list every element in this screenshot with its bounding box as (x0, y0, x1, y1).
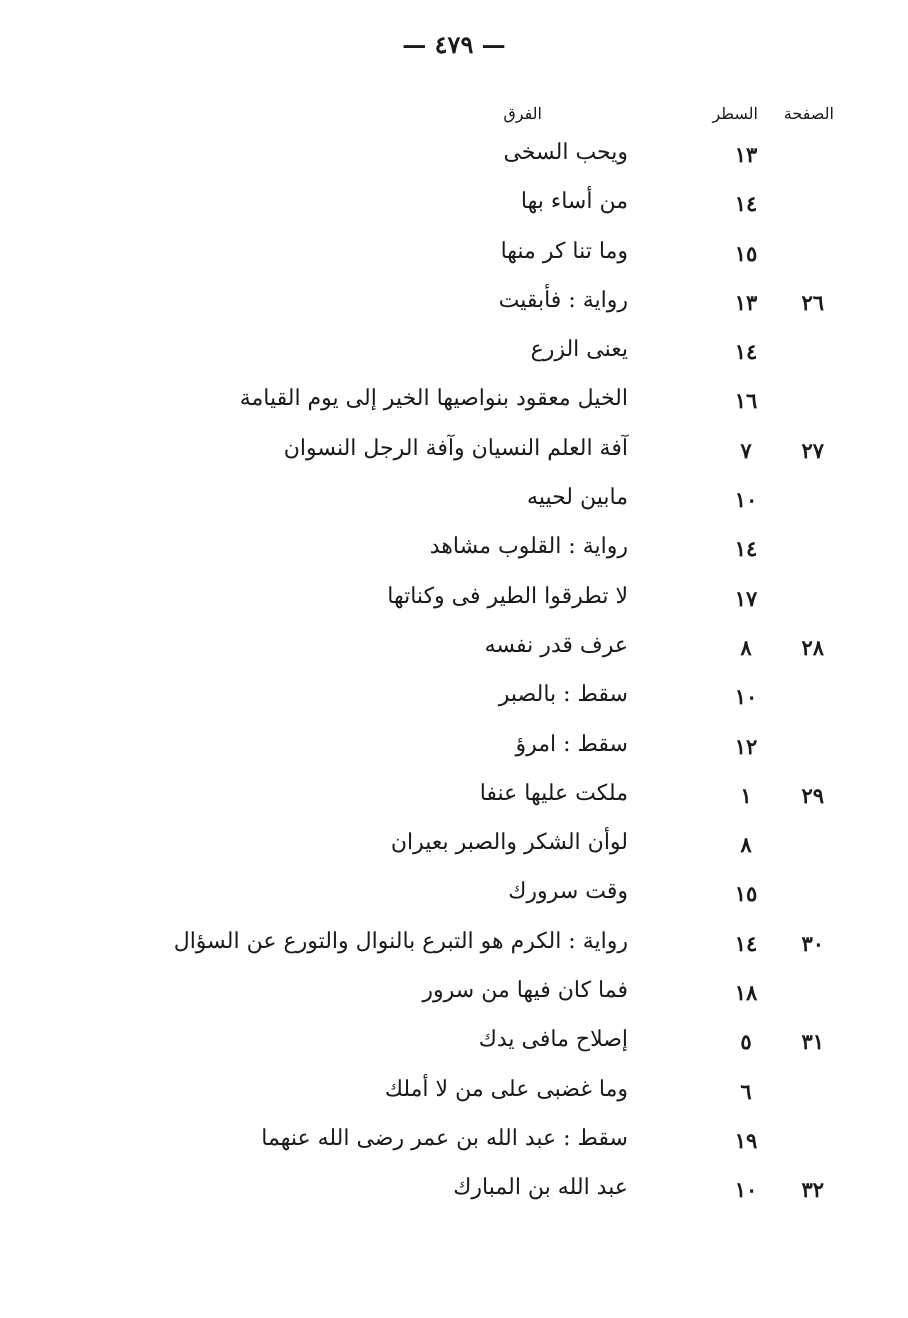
cell-line: ١٤ (734, 191, 758, 217)
table-row (0, 678, 908, 727)
cell-line: ٨ (740, 832, 752, 858)
cell-line: ٨ (740, 634, 752, 660)
cell-line: ١٣ (734, 289, 758, 315)
errata-table (0, 136, 908, 1221)
table-row (0, 136, 908, 185)
table-row (0, 235, 908, 284)
cell-line: ١٩ (734, 1127, 758, 1153)
cell-line: ١٥ (734, 881, 758, 907)
table-row (0, 1073, 908, 1122)
cell-difference: آفة العلم النسيان وآفة الرجل النسوان (283, 435, 628, 461)
table-row (0, 875, 908, 924)
cell-difference: وما غضبى على من لا أملك (384, 1076, 628, 1102)
cell-page: ٣٢ (801, 1177, 824, 1203)
cell-difference: سقط : عبد الله بن عمر رضى الله عنهما (261, 1125, 628, 1151)
page-number: — ٤٧٩ — (402, 30, 506, 59)
cell-page: ٢٧ (801, 437, 824, 463)
cell-line: ١٥ (734, 240, 758, 266)
table-row (0, 382, 908, 431)
cell-line: ٧ (740, 437, 752, 463)
table-row (0, 530, 908, 579)
table-row (0, 1023, 908, 1072)
cell-line: ١٤ (734, 930, 758, 956)
table-row (0, 432, 908, 481)
cell-difference: سقط : بالصبر (498, 682, 628, 708)
cell-line: ١٧ (734, 585, 758, 611)
cell-difference: رواية : القلوب مشاهد (429, 534, 628, 560)
cell-difference: ملكت عليها عنفا (479, 780, 628, 806)
cell-line: ١٠ (734, 684, 758, 710)
cell-difference: رواية : الكرم هو التبرع بالنوال والتورع عن السؤال (173, 928, 628, 954)
cell-line: ٦ (740, 1078, 752, 1104)
cell-line: ١٠ (734, 487, 758, 513)
cell-line: ٥ (740, 1029, 752, 1055)
table-row (0, 629, 908, 678)
table-row (0, 333, 908, 382)
cell-line: ١٣ (734, 142, 758, 167)
cell-line: ١٢ (734, 733, 758, 759)
table-row (0, 974, 908, 1023)
cell-difference: ويحب السخى (503, 140, 628, 165)
cell-difference: يعنى الزرع (530, 337, 628, 363)
table-row (0, 1171, 908, 1220)
table-row (0, 481, 908, 530)
table-row (0, 185, 908, 234)
cell-page: ٣٠ (801, 930, 824, 956)
cell-difference: مابين لحييه (527, 485, 628, 511)
cell-difference: وقت سرورك (508, 879, 628, 905)
cell-difference: وما تنا كر منها (500, 238, 628, 264)
cell-page: ٢٦ (801, 289, 824, 315)
cell-line: ١٦ (734, 388, 758, 414)
table-row (0, 777, 908, 826)
table-row (0, 826, 908, 875)
header-difference: الفرق (503, 104, 542, 123)
cell-difference: لوأن الشكر والصبر بعيران (390, 830, 628, 856)
table-row (0, 925, 908, 974)
cell-line: ١٨ (734, 980, 758, 1006)
table-row (0, 284, 908, 333)
table-row (0, 728, 908, 777)
cell-page: ٣١ (801, 1029, 824, 1055)
header-line: السطر (712, 104, 758, 123)
table-row (0, 1122, 908, 1171)
cell-line: ١٤ (734, 339, 758, 365)
table-row (0, 580, 908, 629)
cell-difference: رواية : فأبقيت (498, 287, 628, 313)
cell-page: ٢٨ (801, 634, 824, 660)
cell-difference: من أساء بها (520, 189, 628, 215)
cell-difference: سقط : امرؤ (515, 731, 628, 757)
cell-difference: إصلاح مافى يدك (478, 1027, 628, 1053)
column-headers (0, 104, 908, 134)
cell-line: ١٤ (734, 536, 758, 562)
cell-difference: الخيل معقود بنواصيها الخير إلى يوم القيامة (239, 386, 628, 412)
cell-page: ٢٩ (801, 782, 824, 808)
cell-difference: عرف قدر نفسه (484, 632, 628, 658)
cell-difference: فما كان فيها من سرور (422, 978, 628, 1004)
cell-line: ١ (740, 782, 752, 808)
cell-difference: لا تطرقوا الطير فى وكناتها (387, 583, 628, 609)
cell-difference: عبد الله بن المبارك (453, 1175, 628, 1201)
cell-line: ١٠ (734, 1177, 758, 1203)
header-page: الصفحة (783, 104, 834, 123)
